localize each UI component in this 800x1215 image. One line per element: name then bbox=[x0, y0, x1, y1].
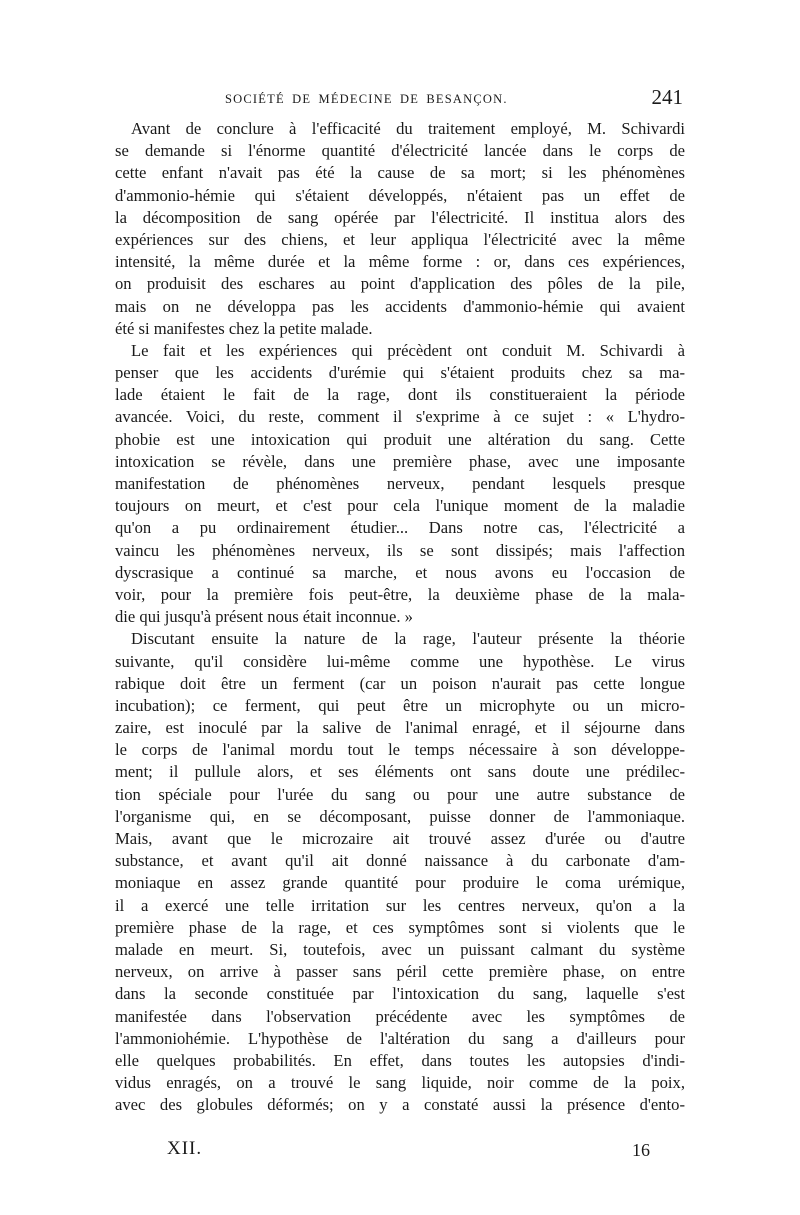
text-line: première phase de la rage, et ces symptômes sont si violents que le bbox=[115, 917, 685, 937]
text-line: moniaque en assez grande quantité pour produire le coma urémique, bbox=[115, 873, 685, 893]
text-line: Avant de conclure à l'efficacité du traitement employé, M. Schivardi bbox=[131, 119, 685, 138]
text-line: Le fait et les expériences qui précèdent ont conduit M. Schivardi à bbox=[131, 340, 685, 360]
text-line: qu'on a pu ordinairement étudier... Dans notre cas, l'électricité a bbox=[115, 518, 685, 538]
page-header bbox=[115, 80, 685, 112]
text-line: d'ammonio-hémie qui s'étaient développés, n'étaient pas un effet de bbox=[115, 185, 685, 205]
text-line: incubation); ce ferment, qui peut être un microphyte ou un micro- bbox=[115, 695, 685, 715]
text-line: tion spéciale pour l'urée du sang ou pour une autre substance de bbox=[115, 784, 685, 804]
text-line: avancée. Voici, du reste, comment il s'exprime à ce sujet : « L'hydro- bbox=[115, 407, 685, 427]
text-line: on produisit des eschares au point d'application des pôles de la pile, bbox=[115, 274, 685, 294]
signature-mark: 16 bbox=[632, 1140, 650, 1160]
text-line: dans la seconde constituée par l'intoxication du sang, laquelle s'est bbox=[115, 984, 685, 1004]
page-number: 241 bbox=[651, 85, 683, 109]
text-line: substance, et avant qu'il ait donné naissance à du carbonate d'am- bbox=[115, 851, 685, 871]
text-line: cette enfant n'avait pas été la cause de sa mort; si les phénomènes bbox=[115, 163, 685, 183]
page-footer bbox=[115, 1138, 685, 1168]
text-line: mais on ne développa pas les accidents d'ammonio-hémie qui avaient bbox=[115, 296, 685, 316]
text-line: expériences sur des chiens, et leur appliqua l'électricité avec la même bbox=[115, 229, 685, 249]
text-line: die qui jusqu'à présent nous était inconnue. » bbox=[115, 607, 413, 627]
text-line: intensité, la même durée et la même forme : or, dans ces expériences, bbox=[115, 252, 685, 272]
text-line: avec des globules déformés; on y a constaté aussi la présence d'ento- bbox=[115, 1095, 685, 1115]
text-line: rabique doit être un ferment (car un poison n'aurait pas cette longue bbox=[115, 673, 685, 693]
text-line: se demande si l'énorme quantité d'électricité lancée dans le corps de bbox=[115, 141, 685, 161]
text-line: été si manifestes chez la petite malade. bbox=[115, 318, 373, 338]
text-line: le corps de l'animal mordu tout le temps nécessaire à son développe- bbox=[115, 740, 685, 760]
text-line: elle quelques probabilités. En effet, dans toutes les autopsies d'indi- bbox=[115, 1050, 685, 1070]
text-line: penser que les accidents d'urémie qui s'étaient produits chez sa ma- bbox=[115, 363, 685, 383]
text-line: suivante, qu'il considère lui-même comme une hypothèse. Le virus bbox=[115, 651, 685, 671]
text-line: voir, pour la première fois peut-être, la deuxième phase de la mala- bbox=[115, 584, 685, 604]
text-line: phobie est une intoxication qui produit une altération du sang. Cette bbox=[115, 429, 685, 449]
text-line: toujours on meurt, et c'est pour cela l'unique moment de la maladie bbox=[115, 496, 685, 516]
body-text bbox=[115, 118, 685, 1116]
text-line: Mais, avant que le microzaire ait trouvé assez d'urée ou d'autre bbox=[115, 829, 685, 848]
text-line: malade en meurt. Si, toutefois, avec un puissant calmant du système bbox=[115, 939, 685, 959]
text-line: la décomposition de sang opérée par l'électricité. Il institua alors des bbox=[115, 207, 685, 227]
text-line: ment; il pullule alors, et ses éléments ont sans doute une prédilec- bbox=[115, 762, 685, 782]
text-line: zaire, est inoculé par la salive de l'animal enragé, et il séjourne dans bbox=[115, 718, 685, 738]
text-line: nerveux, on arrive à passer sans péril cette première phase, on entre bbox=[115, 962, 685, 982]
volume-mark: XII. bbox=[167, 1138, 203, 1159]
text-line: dyscrasique a continué sa marche, et nous avons eu l'occasion de bbox=[115, 562, 685, 582]
text-line: vaincu les phénomènes nerveux, ils se sont dissipés; mais l'affection bbox=[115, 540, 685, 560]
text-line: l'ammoniohémie. L'hypothèse de l'altération du sang a d'ailleurs pour bbox=[115, 1028, 685, 1048]
text-line: Discutant ensuite la nature de la rage, l'auteur présente la théorie bbox=[131, 629, 685, 649]
text-line: intoxication se révèle, dans une première phase, avec une imposante bbox=[115, 451, 685, 471]
text-line: il a exercé une telle irritation sur les centres nerveux, qu'on a la bbox=[115, 895, 685, 915]
text-line: l'organisme qui, en se décomposant, puisse donner de l'ammoniaque. bbox=[115, 806, 685, 826]
text-line: lade étaient le fait de la rage, dont ils constitueraient la période bbox=[115, 385, 685, 405]
text-line: manifestation de phénomènes nerveux, pendant lesquels presque bbox=[115, 474, 685, 493]
text-line: vidus enragés, on a trouvé le sang liquide, noir comme de la poix, bbox=[115, 1073, 685, 1093]
running-title: SOCIÉTÉ DE MÉDECINE DE BESANÇON. bbox=[225, 92, 508, 106]
text-line: manifestée dans l'observation précédente avec les symptômes de bbox=[115, 1006, 685, 1026]
